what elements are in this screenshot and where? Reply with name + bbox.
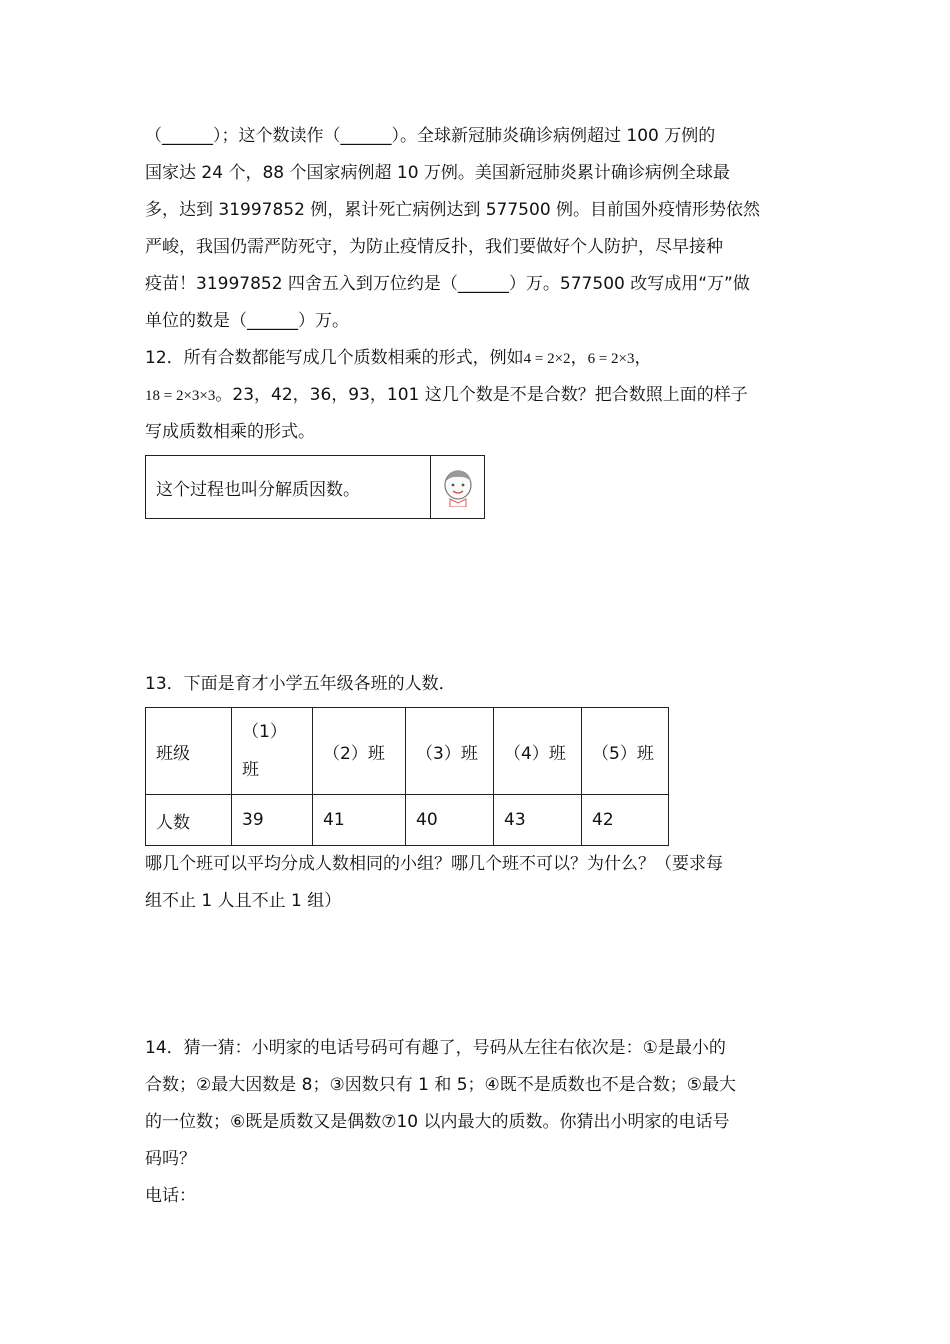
q12-prefix: 12．所有合数都能写成几个质数相乘的形式，例如 [145,348,524,368]
table-cell: 43 [494,795,582,846]
table-cell: （3）班 [406,708,494,795]
table-cell: 班级 [146,708,232,795]
table-cell: 39 [232,795,313,846]
table-cell: （2）班 [313,708,406,795]
text-line: 的一位数；⑥既是质数又是偶数⑦10 以内最大的质数。你猜出小明家的电话号 [145,1112,730,1132]
equation-6: 6 = 2×3 [587,351,635,367]
table-cell: （1） 班 [232,708,313,795]
table-cell: 40 [406,795,494,846]
separator: ， [570,348,588,368]
equation-18: 18 = 2×3×3 [145,388,216,404]
question-11-text [145,118,810,340]
table-cell: 42 [582,795,669,846]
table-header-row [146,708,669,795]
tip-text: 这个过程也叫分解质因数。 [146,456,431,518]
equation-4: 4 = 2×2 [523,351,571,367]
text-line: 码吗？ [145,1149,196,1169]
text-line: 疫苗！31997852 四舍五入到万位约是（______）万。577500 改写成用“万”做 [145,274,750,294]
question-13 [145,666,810,920]
table-cell: 41 [313,795,406,846]
tip-box [145,455,485,519]
text-line: 组不止 1 人且不止 1 组） [145,891,342,911]
class-size-table [145,707,669,846]
text-line: 哪几个班可以平均分成人数相同的小组？哪几个班不可以？为什么？（要求每 [145,854,723,874]
table-cell: 人数 [146,795,232,846]
q12-line-2 [145,377,810,414]
q12-line-1 [145,340,810,377]
q12-line-3: 写成质数相乘的形式。 [145,422,315,442]
separator: ， [634,348,652,368]
cartoon-boy-icon [431,456,484,518]
text-line: 单位的数是（______）万。 [145,311,349,331]
table-cell: （5）班 [582,708,669,795]
q13-title: 13．下面是育才小学五年级各班的人数． [145,674,456,694]
q12-suffix: 。23，42，36，93，101 这几个数是不是合数？把合数照上面的样子 [215,385,748,405]
text-line: 国家达 24 个，88 个国家病例超 10 万例。美国新冠肺炎累计确诊病例全球最 [145,163,730,183]
text-line: 多，达到 31997852 例，累计死亡病例达到 577500 例。目前国外疫情形势依然 [145,200,761,220]
table-cell: （4）班 [494,708,582,795]
text-line: 合数；②最大因数是 8；③因数只有 1 和 5；④既不是质数也不是合数；⑤最大 [145,1075,737,1095]
worksheet-page [145,118,810,1215]
text-line: （______）；这个数读作（______）。全球新冠肺炎确诊病例超过 100 万例的 [145,126,716,146]
table-row [146,795,669,846]
text-line: 14．猜一猜：小明家的电话号码可有趣了，号码从左往右依次是：①是最小的 [145,1038,726,1058]
phone-label: 电话： [145,1186,196,1206]
text-line: 严峻，我国仍需严防死守，为防止疫情反扑，我们要做好个人防护，尽早接种 [145,237,723,257]
question-12 [145,340,810,519]
question-14 [145,1030,810,1215]
